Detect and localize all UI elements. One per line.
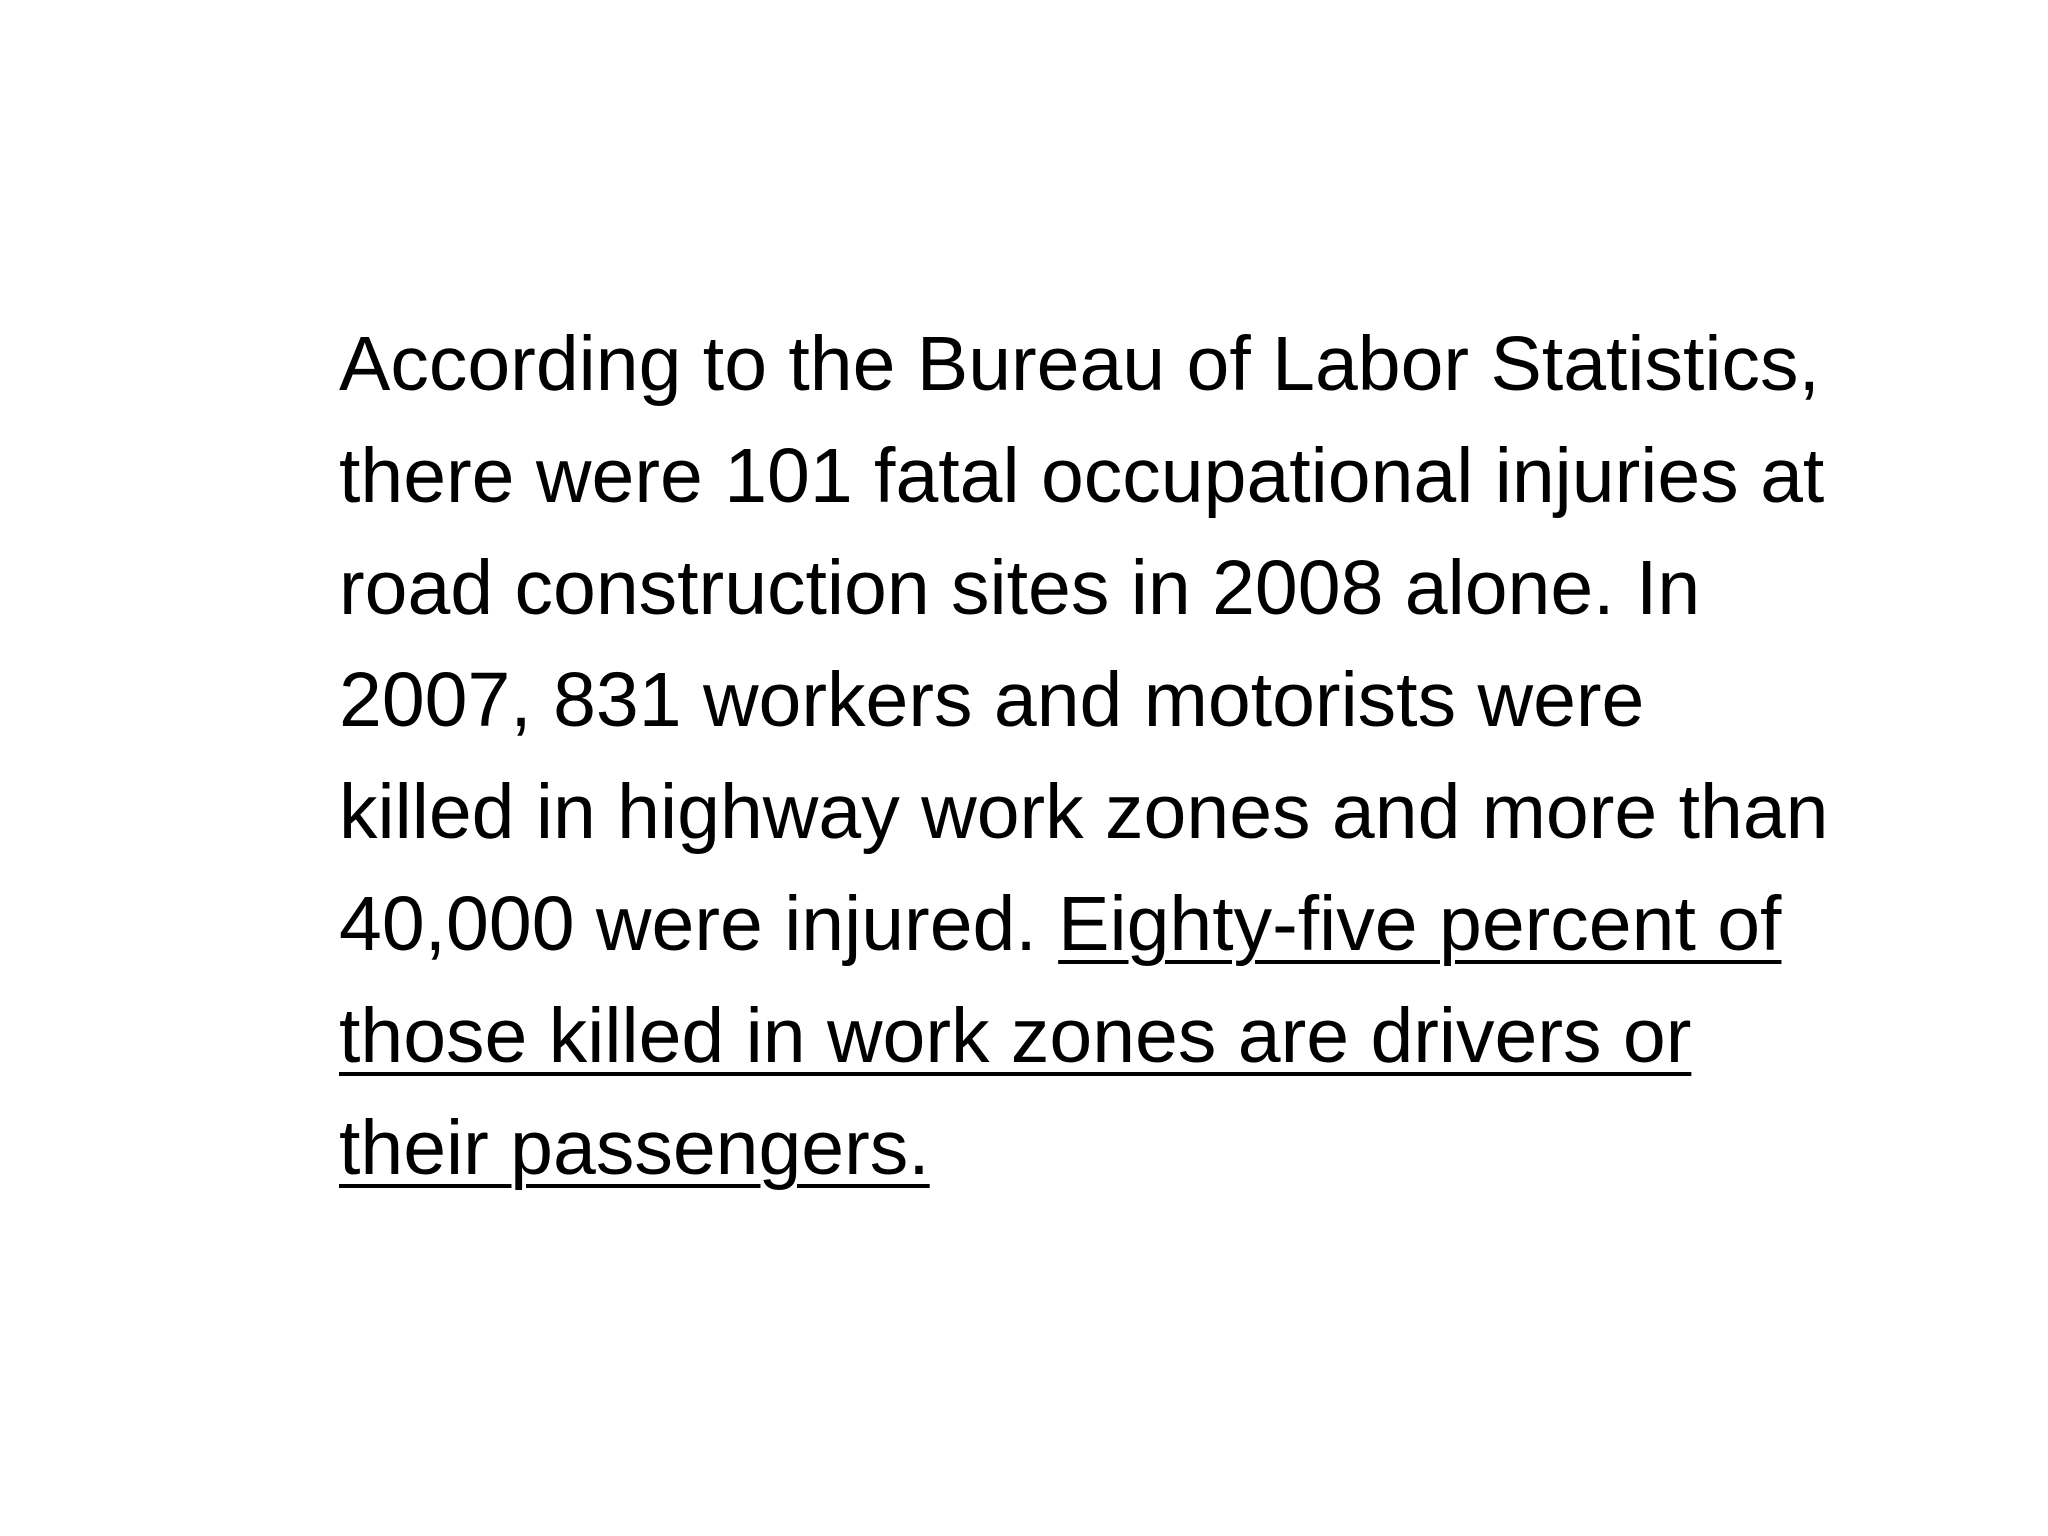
text-line: there were 101 fatal occupational injuries at [339,433,1825,519]
text-line [339,980,2019,1092]
text-line: According to the Bureau of Labor Statistics, [339,321,1820,407]
body-paragraph [339,308,2019,1204]
underlined-text: their passengers. [339,1105,930,1191]
text-line: 2007, 831 workers and motorists were [339,657,1645,743]
underlined-text: those killed in work zones are drivers or [339,993,1692,1079]
text-line: road construction sites in 2008 alone. In [339,545,1701,631]
text-line: killed in highway work zones and more than [339,769,1829,855]
underlined-text: Eighty-five percent of [1058,881,1782,967]
plain-text: 40,000 were injured. [339,881,1059,967]
text-line [339,868,2019,980]
text-line [339,1092,2019,1204]
